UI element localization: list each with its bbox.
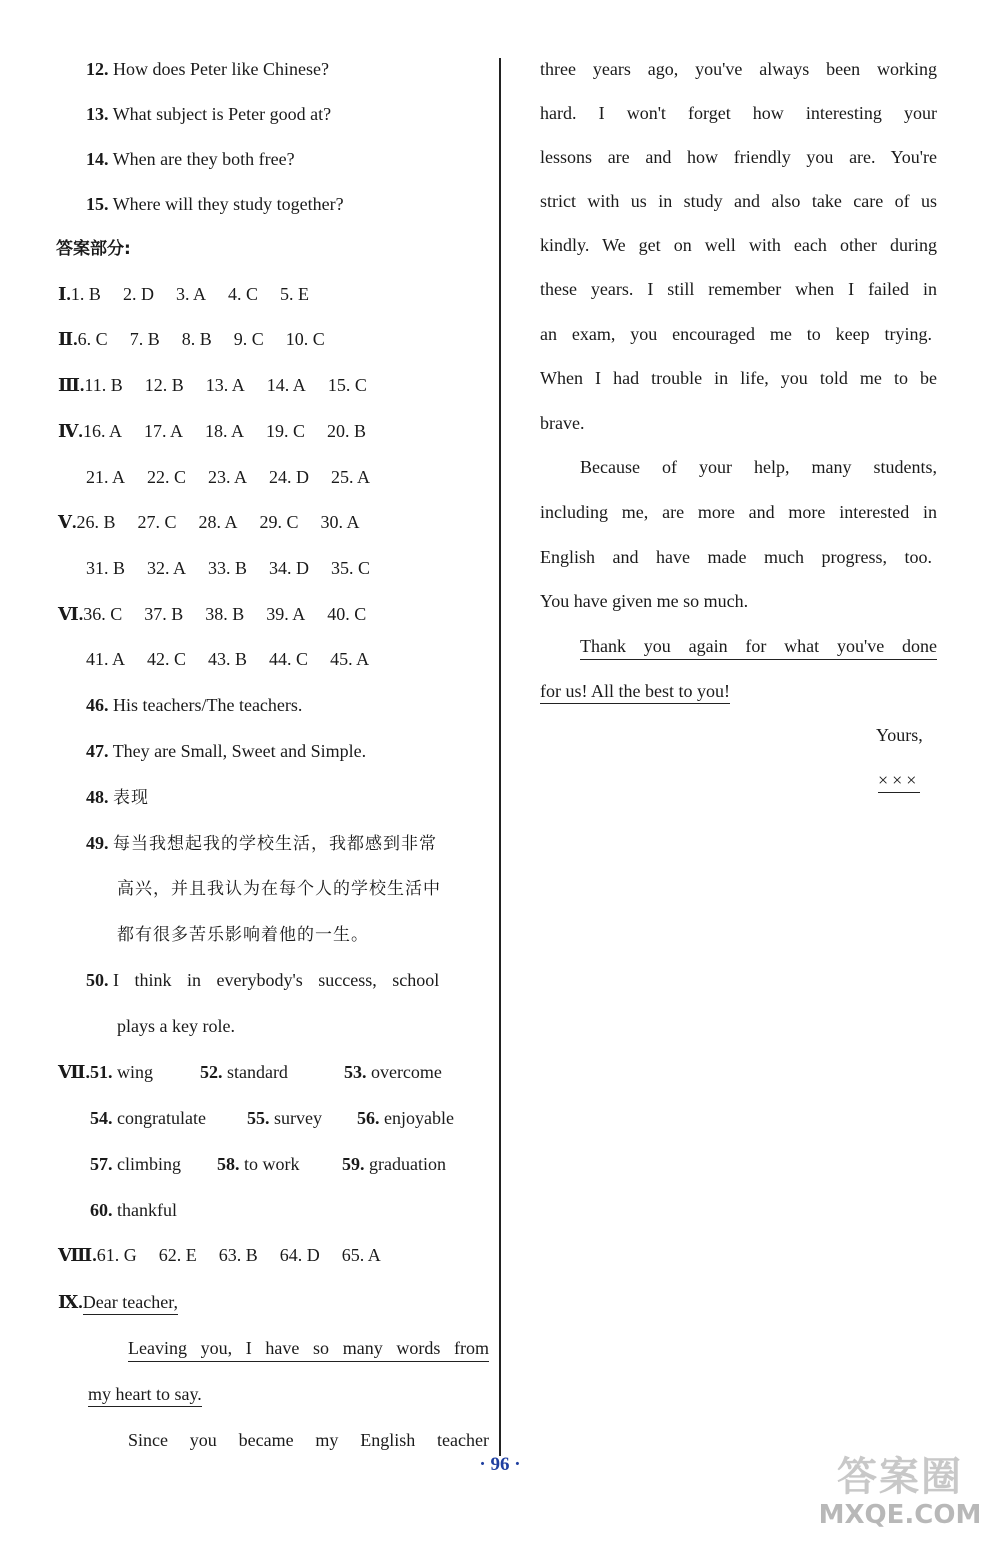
answer-item: 18. A [204, 421, 244, 441]
question-number: 50. [86, 970, 109, 990]
watermark-url: MXQE.COM [818, 1500, 982, 1530]
letter-body-line: You have given me so much. [540, 591, 749, 611]
answer-item: 6. C [77, 329, 108, 349]
letter-body-line: brave. [540, 413, 585, 433]
letter-closing-line: Thank you again for what you've done [580, 635, 937, 660]
answer-item: 20. B [327, 421, 367, 441]
section-label: Ⅷ. [58, 1245, 97, 1265]
answer-item: 7. B [129, 329, 160, 349]
section-label: Ⅵ. [58, 604, 84, 624]
question-number: 56. [357, 1108, 380, 1128]
vii-row [90, 1199, 177, 1221]
section-label: Ⅴ. [58, 512, 77, 532]
letter-body-line: strict with us in study and also take care of us [540, 191, 937, 211]
letter-body-line: these years. I still remember when I failed in [540, 279, 937, 299]
answer-item: 3. A [175, 284, 206, 304]
answer-item: 39. A [266, 604, 306, 624]
letter-greeting: Dear teacher, [83, 1292, 178, 1315]
letter-body-line: When I had trouble in life, you told me to be [540, 368, 937, 388]
question-number: 52. [199, 1062, 223, 1082]
answer-item: 17. A [143, 421, 183, 441]
section-label: Ⅲ. [58, 375, 85, 395]
answer-item: 61. G [96, 1245, 137, 1265]
letter-intro-line: Leaving you, I have so many words from [128, 1337, 489, 1362]
letter-body-line: hard. I won't forget how interesting your [540, 103, 937, 123]
answer-row [86, 648, 369, 670]
answer-text: 表现 [113, 788, 149, 808]
letter-closing-text: for us! All the best to you! [540, 681, 730, 704]
answer-text: They are Small, Sweet and Simple. [112, 741, 367, 761]
question-text: Where will they study together? [112, 194, 344, 214]
answer-item: 64. D [279, 1245, 320, 1265]
column-divider [499, 58, 501, 1456]
question-13 [86, 103, 331, 125]
ix-greeting-line [58, 1291, 178, 1313]
answer-item: 62. E [158, 1245, 197, 1265]
answer-item: 35. C [331, 558, 371, 578]
question-number: 49. [86, 833, 109, 853]
answer-item: 36. C [83, 604, 123, 624]
letter-signature: ××× [878, 770, 920, 793]
question-number: 14. [86, 149, 109, 169]
answer-text-line: plays a key role. [117, 1016, 235, 1036]
answer-item: 41. A [86, 649, 126, 669]
answer-row [58, 420, 366, 442]
question-number: 51. [89, 1062, 113, 1082]
letter-body-line: kindly. We get on well with each other during [540, 235, 937, 255]
answer-48 [86, 786, 149, 809]
question-number: 59. [342, 1154, 365, 1174]
section-label: Ⅳ. [58, 421, 83, 441]
answer-item: 12. B [144, 375, 184, 395]
answer-word: thankful [117, 1200, 177, 1220]
answer-49 [86, 832, 437, 855]
answer-item: 1. B [70, 284, 101, 304]
section-label: Ⅸ. [58, 1292, 83, 1312]
answer-item: 16. A [82, 421, 122, 441]
question-number: 12. [86, 59, 109, 79]
answer-item: 44. C [269, 649, 309, 669]
answer-item: 4. C [227, 284, 258, 304]
question-14 [86, 148, 295, 170]
question-number: 54. [90, 1108, 113, 1128]
question-number: 55. [247, 1108, 270, 1128]
answer-row [58, 511, 360, 533]
answer-item: 10. C [285, 329, 325, 349]
answer-word: wing [116, 1062, 153, 1082]
answer-item: 31. B [86, 558, 126, 578]
answer-item: 19. C [265, 421, 305, 441]
watermark-text: 答案圈 [837, 1454, 963, 1500]
letter-body-line: three years ago, you've always been working [540, 59, 937, 79]
answer-word: overcome [370, 1062, 442, 1082]
question-number: 13. [86, 104, 109, 124]
answer-word: to work [244, 1154, 300, 1174]
letter-intro-line-2 [88, 1383, 202, 1405]
answer-item: 23. A [208, 467, 248, 487]
letter-body-line: including me, are more and more interested in [540, 502, 937, 522]
answer-item: 42. C [147, 649, 187, 669]
question-number: 47. [86, 741, 109, 761]
answer-row [58, 603, 366, 625]
vii-row [58, 1061, 442, 1083]
answer-text-line: I think in everybody's success, school [113, 970, 440, 990]
section-label: Ⅰ. [58, 284, 71, 304]
answer-word: survey [274, 1108, 322, 1128]
answer-item: 37. B [144, 604, 184, 624]
watermark-logo [810, 1454, 990, 1530]
answer-item: 33. B [208, 558, 248, 578]
answer-item: 24. D [269, 467, 310, 487]
answer-item: 32. A [147, 558, 187, 578]
answer-item: 28. A [198, 512, 238, 532]
letter-body-line: English and have made much progress, too. [540, 547, 932, 567]
answer-item: 63. B [218, 1245, 258, 1265]
answer-text-line: 高兴，并且我认为在每个人的学校生活中 [117, 879, 441, 899]
letter-body-line: Since you became my English teacher [128, 1430, 489, 1450]
answer-row [86, 557, 370, 579]
question-number: 46. [86, 695, 109, 715]
answer-word: graduation [369, 1154, 446, 1174]
answer-item: 11. B [84, 375, 123, 395]
answer-row [86, 466, 370, 488]
vii-row [90, 1107, 454, 1129]
answer-item: 27. C [137, 512, 177, 532]
question-number: 53. [343, 1062, 367, 1082]
answer-item: 45. A [330, 649, 370, 669]
answer-row [58, 283, 309, 305]
answer-item: 25. A [331, 467, 371, 487]
question-12 [86, 58, 329, 80]
answer-item: 43. B [208, 649, 248, 669]
answer-item: 14. A [266, 375, 306, 395]
answer-item: 13. A [205, 375, 245, 395]
answer-row [58, 328, 325, 350]
question-number: 60. [90, 1200, 113, 1220]
page-number: · 96 · [479, 1454, 521, 1475]
question-number: 15. [86, 194, 109, 214]
answer-item: 5. E [279, 284, 309, 304]
answer-item: 30. A [320, 512, 360, 532]
question-number: 57. [90, 1154, 113, 1174]
answer-item: 65. A [341, 1245, 381, 1265]
answer-word: climbing [117, 1154, 181, 1174]
answer-item: 2. D [122, 284, 154, 304]
answer-46 [86, 694, 302, 716]
question-text: When are they both free? [112, 149, 295, 169]
answer-item: 15. C [327, 375, 367, 395]
answer-item: 26. B [76, 512, 116, 532]
letter-intro-text: my heart to say. [88, 1384, 202, 1407]
answer-word: standard [226, 1062, 288, 1082]
section-label: Ⅱ. [58, 329, 78, 349]
answer-47 [86, 740, 366, 762]
answer-item: 34. D [269, 558, 310, 578]
question-15 [86, 193, 344, 215]
answer-item: 21. A [86, 467, 126, 487]
letter-signature-line [878, 769, 920, 791]
answer-item: 9. C [233, 329, 264, 349]
answer-item: 38. B [205, 604, 245, 624]
question-text: What subject is Peter good at? [112, 104, 332, 124]
answer-word: congratulate [117, 1108, 206, 1128]
question-number: 58. [217, 1154, 240, 1174]
answer-text-line: 都有很多苦乐影响着他的一生。 [117, 925, 369, 945]
answer-text-line: 每当我想起我的学校生活，我都感到非常 [113, 834, 437, 854]
answer-item: 29. C [259, 512, 299, 532]
vii-row [90, 1153, 446, 1175]
answer-text: His teachers/The teachers. [113, 695, 303, 715]
answer-row [58, 1244, 381, 1266]
letter-body-line: lessons are and how friendly you are. You're [540, 147, 937, 167]
answer-word: enjoyable [384, 1108, 454, 1128]
letter-closing-line-2 [540, 680, 730, 702]
question-text: How does Peter like Chinese? [113, 59, 329, 79]
answer-heading: 答案部分: [56, 239, 131, 259]
answer-item: 8. B [181, 329, 212, 349]
question-number: 48. [86, 787, 109, 807]
answer-row [58, 374, 367, 396]
answer-item: 22. C [147, 467, 187, 487]
section-label: Ⅶ. [58, 1062, 90, 1082]
answer-50 [86, 969, 489, 991]
letter-sign-off: Yours, [876, 725, 923, 745]
answer-item: 40. C [327, 604, 367, 624]
letter-body-line: Because of your help, many students, [580, 457, 937, 477]
letter-body-line: an exam, you encouraged me to keep trying. [540, 324, 932, 344]
